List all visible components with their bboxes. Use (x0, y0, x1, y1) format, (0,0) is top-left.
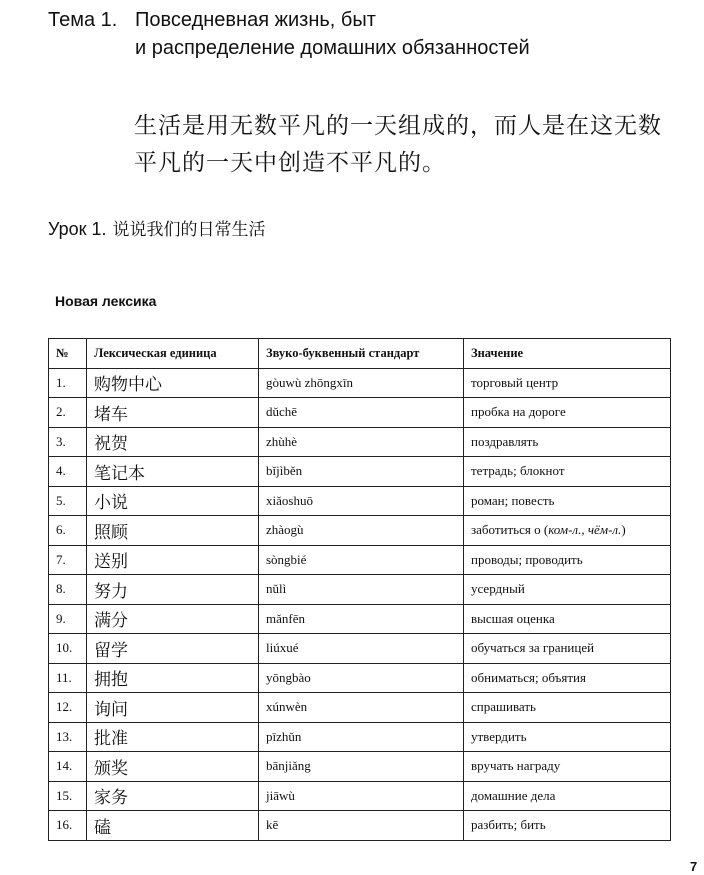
row-number: 4. (49, 457, 87, 487)
table-row (49, 634, 671, 664)
table-row (49, 427, 671, 457)
row-word: 送别 (87, 545, 259, 575)
table-row (49, 722, 671, 752)
topic-title-line-2: и распределение домашних обязанностей (135, 37, 530, 59)
table-row (49, 752, 671, 782)
row-word: 小说 (87, 486, 259, 516)
row-word: 留学 (87, 634, 259, 664)
vocabulary-title: Новая лексика (55, 293, 157, 309)
row-meaning: роман; повесть (464, 486, 671, 516)
chinese-quote (134, 108, 694, 182)
row-number: 16. (49, 811, 87, 841)
table-row (49, 693, 671, 723)
row-meaning: тетрадь; блокнот (464, 457, 671, 487)
row-pinyin: pīzhǔn (259, 722, 464, 752)
row-number: 5. (49, 486, 87, 516)
row-meaning: спрашивать (464, 693, 671, 723)
row-word: 笔记本 (87, 457, 259, 487)
table-row (49, 545, 671, 575)
row-number: 14. (49, 752, 87, 782)
row-number: 12. (49, 693, 87, 723)
header-lexical-unit: Лексическая единица (87, 339, 259, 369)
row-word: 努力 (87, 575, 259, 605)
row-word: 祝贺 (87, 427, 259, 457)
row-number: 1. (49, 368, 87, 398)
row-meaning: утвердить (464, 722, 671, 752)
row-meaning: поздравлять (464, 427, 671, 457)
row-pinyin: gòuwù zhōngxīn (259, 368, 464, 398)
table-row (49, 398, 671, 428)
vocabulary-table (48, 338, 671, 841)
row-number: 11. (49, 663, 87, 693)
page-number: 7 (690, 859, 698, 874)
row-pinyin: xúnwèn (259, 693, 464, 723)
row-number: 15. (49, 781, 87, 811)
row-pinyin: xiǎoshuō (259, 486, 464, 516)
row-pinyin: bānjiǎng (259, 752, 464, 782)
row-meaning: высшая оценка (464, 604, 671, 634)
row-meaning: домашние дела (464, 781, 671, 811)
row-word: 批准 (87, 722, 259, 752)
lesson-heading (48, 216, 266, 243)
meaning-suffix: ) (621, 522, 626, 538)
lesson-title: 说说我们的日常生活 (112, 220, 266, 240)
row-pinyin: sòngbié (259, 545, 464, 575)
topic-label: Тема 1. (48, 9, 118, 31)
table-row (49, 575, 671, 605)
header-number: № (49, 339, 87, 369)
row-pinyin: bǐjìběn (259, 457, 464, 487)
table-row (49, 516, 671, 546)
row-meaning: усердный (464, 575, 671, 605)
table-row (49, 486, 671, 516)
row-word: 堵车 (87, 398, 259, 428)
row-word: 满分 (87, 604, 259, 634)
row-word: 询问 (87, 693, 259, 723)
table-row (49, 368, 671, 398)
row-number: 9. (49, 604, 87, 634)
row-number: 13. (49, 722, 87, 752)
row-pinyin: zhùhè (259, 427, 464, 457)
row-pinyin: kē (259, 811, 464, 841)
row-pinyin: zhàogù (259, 516, 464, 546)
row-number: 2. (49, 398, 87, 428)
row-meaning: разбить; бить (464, 811, 671, 841)
table-row (49, 663, 671, 693)
meaning-prefix: заботиться о ( (471, 522, 549, 538)
row-word: 颁奖 (87, 752, 259, 782)
table-header-row (49, 339, 671, 369)
row-meaning: обниматься; объятия (464, 663, 671, 693)
row-word: 照顾 (87, 516, 259, 546)
table-row (49, 781, 671, 811)
row-number: 10. (49, 634, 87, 664)
row-number: 3. (49, 427, 87, 457)
row-number: 6. (49, 516, 87, 546)
quote-line-2: 平凡的一天中创造不平凡的。 (134, 150, 446, 176)
row-pinyin: dǔchē (259, 398, 464, 428)
row-number: 8. (49, 575, 87, 605)
row-meaning: торговый центр (464, 368, 671, 398)
topic-title-line-1: Повседневная жизнь, быт (135, 9, 376, 31)
table-row (49, 457, 671, 487)
row-meaning: обучаться за границей (464, 634, 671, 664)
row-word: 磕 (87, 811, 259, 841)
header-meaning: Значение (464, 339, 671, 369)
table-row (49, 604, 671, 634)
row-pinyin: yōngbào (259, 663, 464, 693)
quote-line-1: 生活是用无数平凡的一天组成的，而人是在这无数 (134, 113, 662, 139)
row-meaning: вручать награду (464, 752, 671, 782)
lesson-label: Урок 1. (48, 219, 107, 239)
row-word: 家务 (87, 781, 259, 811)
meaning-italic: ком-л., чём-л. (548, 522, 622, 538)
header-pronunciation: Звуко-буквенный стандарт (259, 339, 464, 369)
row-meaning (464, 516, 671, 546)
row-meaning: проводы; проводить (464, 545, 671, 575)
row-number: 7. (49, 545, 87, 575)
row-pinyin: mǎnfēn (259, 604, 464, 634)
row-meaning: пробка на дороге (464, 398, 671, 428)
row-word: 拥抱 (87, 663, 259, 693)
row-word: 购物中心 (87, 368, 259, 398)
table-row (49, 811, 671, 841)
row-pinyin: jiāwù (259, 781, 464, 811)
row-pinyin: nǔlì (259, 575, 464, 605)
row-pinyin: liúxué (259, 634, 464, 664)
